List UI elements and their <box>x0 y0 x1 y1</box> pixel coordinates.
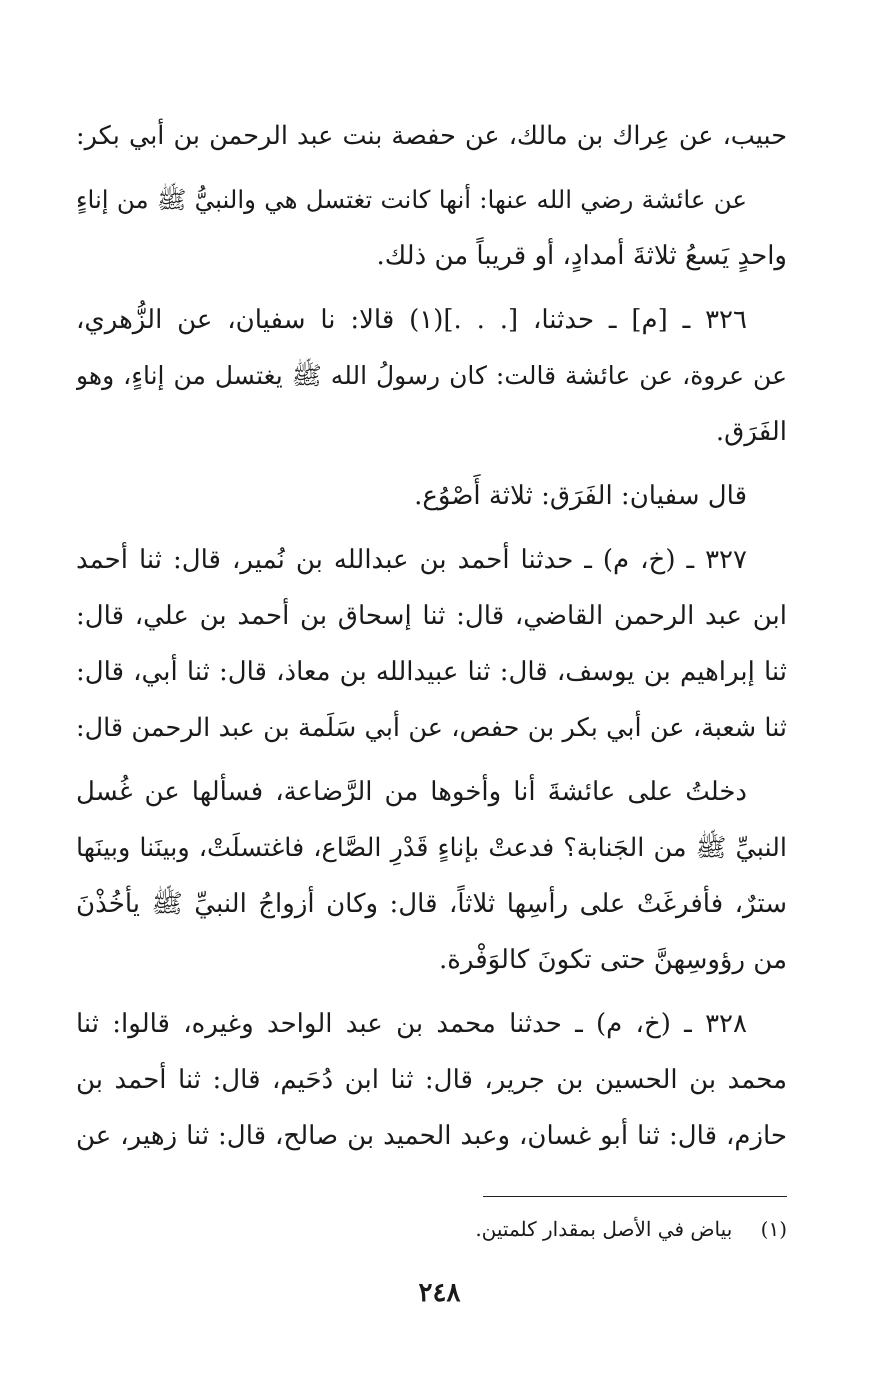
text-line: واحدٍ يَسعُ ثلاثةَ أمدادٍ، أو قريباً من ذلك. <box>376 241 787 271</box>
hadith-327-line: ٣٢٧ ـ (خ، م) ـ حدثنا أحمد بن عبدالله بن نُمير، قال: ثنا أحمد <box>76 545 747 575</box>
main-text <box>76 108 787 1164</box>
text-line: قال سفيان: الفَرَق: ثلاثة أَصْوُع. <box>414 481 747 511</box>
text-line: ابن عبد الرحمن القاضي، قال: ثنا إسحاق بن أحمد بن علي، قال: <box>76 601 787 631</box>
text-line: حازم، قال: ثنا أبو غسان، وعبد الحميد بن صالح، قال: ثنا زهير، عن <box>76 1121 787 1151</box>
page-number: ٢٤٨ <box>418 1278 461 1308</box>
text-line: ثنا إبراهيم بن يوسف، قال: ثنا عبيدالله بن معاذ، قال: ثنا أبي، قال: <box>76 657 787 687</box>
footnote-mark: (١) <box>760 1217 787 1241</box>
text-line: دخلتُ على عائشةَ أنا وأخوها من الرَّضاعة، فسألها عن غُسل <box>76 777 747 807</box>
text-line: سترٌ، فأفرغَتْ على رأسِها ثلاثاً، قال: وكان أزواجُ النبيِّ ﷺ يأخُذْنَ <box>76 889 787 919</box>
text-line: ثنا شعبة، عن أبي بكر بن حفص، عن أبي سَلَمة بن عبد الرحمن قال: <box>76 713 787 743</box>
text-line: الفَرَق. <box>715 417 787 447</box>
text-line: عن عروة، عن عائشة قالت: كان رسولُ الله ﷺ يغتسل من إناءٍ، وهو <box>76 361 787 390</box>
text-line: النبيِّ ﷺ من الجَنابة؟ فدعتْ بإناءٍ قَدْرِ الصَّاع، فاغتسلَتْ، وبينَنا وبينَها <box>76 833 787 863</box>
hadith-326-line: ٣٢٦ ـ [م] ـ حدثنا، [. . .](١) قالا: نا سفيان، عن الزُّهري، <box>76 305 747 335</box>
footnote <box>300 1212 787 1246</box>
footnote-divider <box>483 1196 787 1197</box>
hadith-328-line: ٣٢٨ ـ (خ، م) ـ حدثنا محمد بن عبد الواحد وغيره، قالوا: ثنا <box>76 1009 747 1039</box>
text-line: عن عائشة رضي الله عنها: أنها كانت تغتسل هي والنبيُّ ﷺ من إناءٍ <box>76 185 747 214</box>
text-line: محمد بن الحسين بن جرير، قال: ثنا ابن دُحَيم، قال: ثنا أحمد بن <box>76 1065 787 1095</box>
footnote-text: بياض في الأصل بمقدار كلمتين. <box>475 1217 733 1241</box>
text-line: من رؤوسِهنَّ حتى تكونَ كالوَفْرة. <box>438 945 787 975</box>
text-line: حبيب، عن عِراك بن مالك، عن حفصة بنت عبد الرحمن بن أبي بكر: <box>76 121 787 151</box>
